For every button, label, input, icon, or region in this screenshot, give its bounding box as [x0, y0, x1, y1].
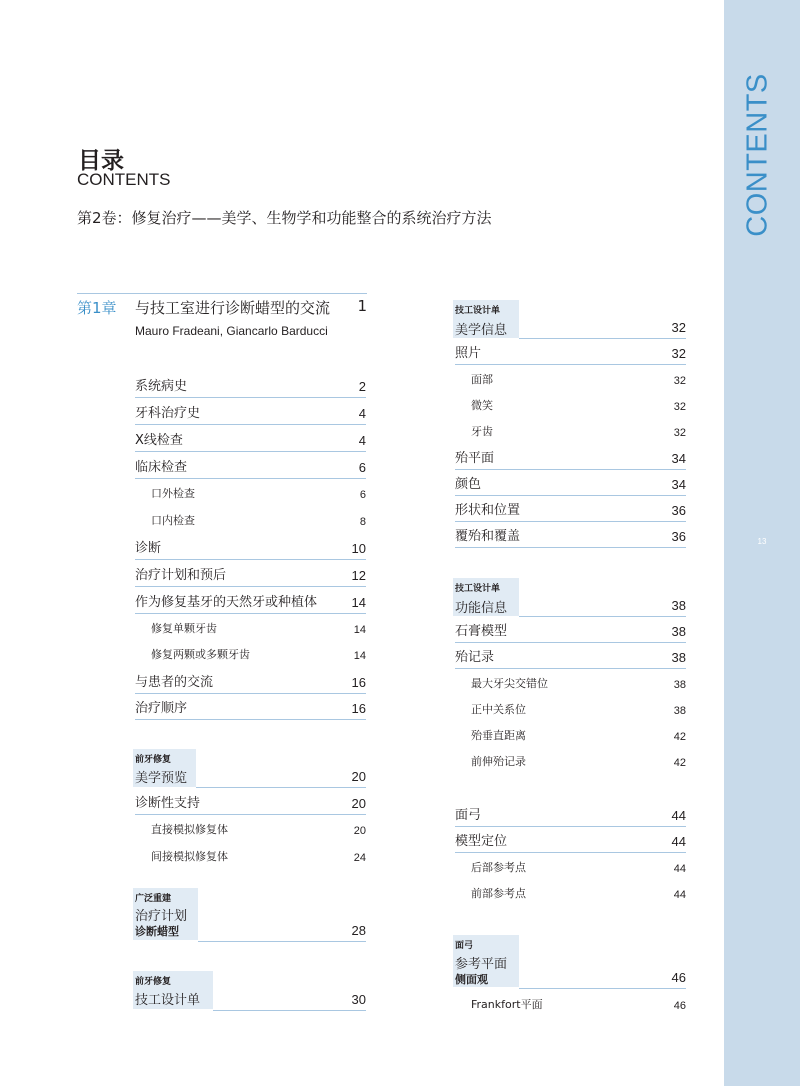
entry-page: 46	[671, 970, 686, 985]
entry-page: 14	[351, 595, 366, 610]
entry-page: 42	[673, 757, 686, 769]
entry-page: 2	[358, 379, 366, 394]
entry-label: 面弓	[455, 808, 482, 823]
section-tag-block[interactable]	[133, 749, 196, 787]
entry-label: 殆记录	[455, 650, 495, 665]
toc-entry[interactable]	[455, 527, 686, 548]
entry-label: 后部参考点	[471, 861, 526, 874]
toc-subentry[interactable]	[455, 995, 686, 1015]
entry-label: 前部参考点	[471, 887, 526, 900]
toc-entry[interactable]	[455, 622, 686, 643]
toc-subentry[interactable]	[135, 511, 366, 531]
entry-label: 正中关系位	[471, 703, 526, 716]
entry-page: 30	[351, 992, 366, 1007]
entry-page: 32	[673, 427, 686, 439]
entry-label: 形状和位置	[455, 503, 521, 518]
entry-page: 42	[673, 731, 686, 743]
entry-label: 牙齿	[471, 425, 493, 438]
section-title: 美学预览	[135, 771, 188, 786]
chapter-rule	[77, 293, 367, 294]
entry-label: 石膏模型	[455, 624, 508, 639]
entry-label: 治疗计划和预后	[135, 568, 227, 583]
entry-page: 20	[351, 796, 366, 811]
entry-page: 38	[673, 679, 686, 691]
page-number: 13	[757, 537, 767, 546]
entry-page: 34	[671, 451, 686, 466]
page-title-en: CONTENTS	[77, 170, 171, 189]
toc-subentry[interactable]	[455, 674, 686, 694]
toc-entry[interactable]	[135, 593, 366, 614]
section-page-row	[213, 990, 366, 1011]
entry-page: 38	[671, 624, 686, 639]
toc-entry[interactable]	[455, 806, 686, 827]
chapter-heading[interactable]	[77, 297, 367, 317]
section-subtitle: 侧面观	[455, 973, 488, 986]
toc-entry[interactable]	[455, 344, 686, 365]
entry-page: 36	[671, 529, 686, 544]
entry-label: 治疗顺序	[135, 701, 188, 716]
toc-entry[interactable]	[455, 648, 686, 669]
entry-page: 4	[358, 433, 366, 448]
section-tag: 前牙修复	[135, 977, 172, 987]
entry-label: 口外检查	[151, 487, 195, 500]
section-tag-block[interactable]	[453, 578, 519, 616]
entry-page: 28	[351, 923, 366, 938]
toc-entry[interactable]	[135, 673, 366, 694]
entry-page: 20	[351, 769, 366, 784]
entry-page: 14	[353, 650, 366, 662]
toc-subentry[interactable]	[455, 752, 686, 772]
entry-label: 殆平面	[455, 451, 495, 466]
entry-label: 诊断	[135, 541, 162, 556]
section-page-row	[198, 921, 366, 942]
entry-page: 6	[359, 489, 366, 501]
toc-subentry[interactable]	[455, 858, 686, 878]
entry-label: 模型定位	[455, 834, 508, 849]
entry-label: 牙科治疗史	[135, 406, 201, 421]
section-tag: 广泛重建	[135, 894, 172, 904]
toc-entry[interactable]	[455, 832, 686, 853]
toc-subentry[interactable]	[455, 884, 686, 904]
entry-page: 44	[671, 834, 686, 849]
entry-label: 照片	[455, 346, 482, 361]
entry-label: 面部	[471, 373, 493, 386]
entry-page: 36	[671, 503, 686, 518]
volume-title: 第2卷：修复治疗——美学、生物学和功能整合的系统治疗方法	[77, 209, 492, 227]
toc-entry[interactable]	[455, 501, 686, 522]
entry-label: 修复两颗或多颗牙齿	[151, 648, 250, 661]
sidebar-title: CONTENTS	[741, 73, 774, 237]
chapter-title: 与技工室进行诊断蜡型的交流	[135, 299, 331, 317]
chapter-number: 第1章	[77, 299, 117, 317]
entry-page: 20	[353, 825, 366, 837]
toc-subentry[interactable]	[455, 370, 686, 390]
entry-label: 作为修复基牙的天然牙或种植体	[135, 595, 318, 610]
entry-page: 4	[358, 406, 366, 421]
section-page-row	[196, 767, 366, 788]
toc-entry[interactable]	[135, 539, 366, 560]
entry-page: 8	[359, 516, 366, 528]
entry-label: 微笑	[471, 399, 493, 412]
entry-page: 32	[671, 320, 686, 335]
toc-subentry[interactable]	[135, 820, 366, 840]
toc-entry[interactable]	[135, 377, 366, 398]
toc-subentry[interactable]	[135, 847, 366, 867]
toc-entry[interactable]	[455, 475, 686, 496]
entry-label: 直接模拟修复体	[151, 823, 228, 836]
section-title: 美学信息	[455, 323, 508, 338]
entry-label: Frankfort平面	[471, 998, 543, 1011]
section-page-row	[519, 596, 686, 617]
entry-label: 口内检查	[151, 514, 195, 527]
page-title-cn: 目录	[78, 148, 124, 174]
section-tag: 前牙修复	[135, 755, 172, 765]
entry-label: 覆殆和覆盖	[455, 529, 521, 544]
entry-page: 16	[351, 675, 366, 690]
entry-label: 殆垂直距离	[471, 729, 526, 742]
section-page-row	[519, 968, 686, 989]
entry-label: 间接模拟修复体	[151, 850, 228, 863]
section-tag-block[interactable]	[453, 935, 519, 987]
entry-page: 46	[673, 1000, 686, 1012]
toc-subentry[interactable]	[135, 645, 366, 665]
toc-subentry[interactable]	[455, 726, 686, 746]
section-tag: 技工设计单	[455, 306, 501, 316]
toc-subentry[interactable]	[135, 484, 366, 504]
toc-entry[interactable]	[135, 699, 366, 720]
section-title: 参考平面	[455, 957, 508, 972]
entry-label: 前伸殆记录	[471, 755, 526, 768]
entry-page: 38	[673, 705, 686, 717]
entry-label: 系统病史	[135, 379, 188, 394]
entry-label: 最大牙尖交错位	[471, 677, 548, 690]
entry-page: 34	[671, 477, 686, 492]
entry-label: 临床检查	[135, 460, 188, 475]
entry-page: 32	[673, 401, 686, 413]
section-tag-block[interactable]	[453, 300, 519, 338]
entry-page: 32	[671, 346, 686, 361]
entry-page: 10	[351, 541, 366, 556]
toc-subentry[interactable]	[455, 700, 686, 720]
toc-subentry[interactable]	[455, 422, 686, 442]
toc-entry[interactable]	[135, 566, 366, 587]
entry-label: X线检查	[135, 433, 183, 448]
section-tag-block[interactable]	[133, 888, 198, 940]
entry-label: 颜色	[455, 477, 482, 492]
entry-label: 诊断性支持	[135, 796, 201, 811]
section-page-row	[519, 318, 686, 339]
toc-entry[interactable]	[135, 458, 366, 479]
entry-page: 24	[353, 852, 366, 864]
entry-page: 44	[673, 863, 686, 875]
toc-subentry[interactable]	[135, 619, 366, 639]
entry-page: 32	[673, 375, 686, 387]
entry-page: 38	[671, 650, 686, 665]
section-title: 治疗计划	[135, 909, 188, 924]
entry-page: 38	[671, 598, 686, 613]
section-tag-block[interactable]	[133, 971, 213, 1009]
section-tag: 面弓	[455, 941, 474, 951]
section-title: 功能信息	[455, 601, 508, 616]
chapter-page: 1	[357, 297, 367, 315]
toc-subentry[interactable]	[455, 396, 686, 416]
entry-page: 12	[351, 568, 366, 583]
entry-page: 6	[358, 460, 366, 475]
entry-page: 16	[351, 701, 366, 716]
toc-entry[interactable]	[135, 431, 366, 452]
entry-page: 44	[671, 808, 686, 823]
entry-label: 与患者的交流	[135, 675, 214, 690]
toc-entry[interactable]	[455, 449, 686, 470]
entry-page: 14	[353, 624, 366, 636]
section-subtitle: 诊断蜡型	[135, 925, 179, 938]
entry-label: 修复单颗牙齿	[151, 622, 217, 635]
toc-entry[interactable]	[135, 404, 366, 425]
section-title: 技工设计单	[135, 993, 201, 1008]
chapter-authors: Mauro Fradeani, Giancarlo Barducci	[135, 324, 328, 338]
toc-entry[interactable]	[135, 794, 366, 815]
section-tag: 技工设计单	[455, 584, 501, 594]
entry-page: 44	[673, 889, 686, 901]
